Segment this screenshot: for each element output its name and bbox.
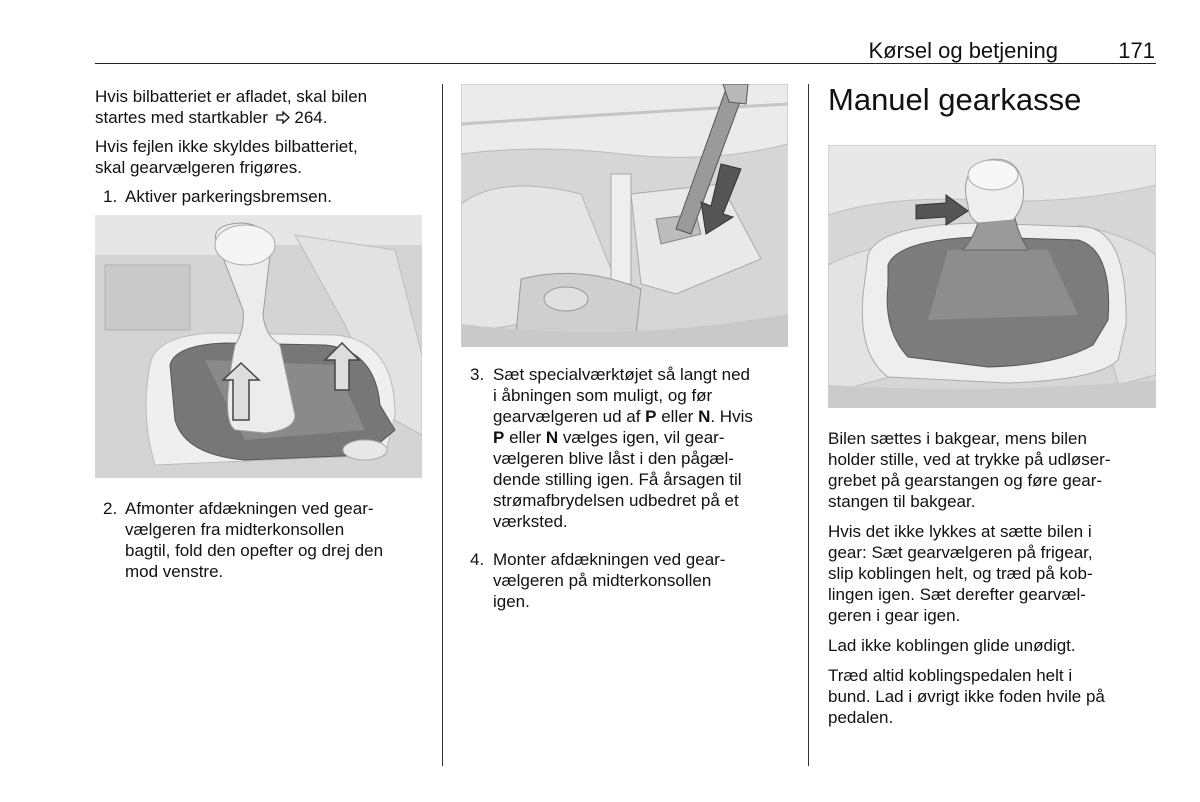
list-item-step-2: 2. Afmonter afdækningen ved gear- vælgeren fra midterkonsollen bagtil, fold den opefter og drej den mod venstre.	[103, 499, 384, 581]
page-number: 171	[1118, 38, 1155, 63]
paragraph-battery: Hvis bilbatteriet er afladet, skal bilen startes med startkabler 264.	[95, 87, 368, 127]
gear-position-p: P	[645, 407, 657, 426]
manual-gear-lever-illustration	[828, 145, 1156, 408]
paragraph-clutch-slip: Lad ikke koblingen glide unødigt.	[828, 636, 1076, 655]
gear-position-n: N	[698, 407, 711, 426]
column-3-text	[828, 428, 1158, 728]
section-heading: Manuel gearkasse	[828, 82, 1082, 117]
column-divider-1	[442, 84, 443, 766]
list-item-step-1: 1. Aktiver parkeringsbremsen.	[103, 187, 332, 206]
paragraph-gear-fails: Hvis det ikke lykkes at sætte bilen i gear: Sæt gearvælgeren på frigear, slip koblingen helt, og træd på kob- lingen igen. Sæt derefter gearvæl- geren i gear igen.	[828, 522, 1093, 625]
gear-position-n: N	[545, 428, 559, 447]
running-header-title: Kørsel og betjening	[868, 38, 1058, 63]
paragraph-release-selector: Hvis fejlen ikke skyldes bilbatteriet, skal gearvælgeren frigøres.	[95, 137, 358, 177]
special-tool-insertion-illustration	[461, 84, 788, 347]
gear-position-p: P	[493, 428, 505, 447]
list-item-step-4: 4. Monter afdækningen ved gear- vælgeren på midterkonsollen igen.	[470, 550, 726, 611]
list-item-step-3: 3. Sæt specialværktøjet så langt ned i åbningen som muligt, og før gearvælgeren ud af P eller N. Hvis P eller N vælges igen, vil gear- vælgeren blive låst i den pågæl- dende stilling igen. Få årsagen til strømafbrydelsen udbedret på et værksted.	[470, 365, 753, 531]
header-rule	[95, 63, 1156, 64]
paragraph-clutch-pedal: Træd altid koblingspedalen helt i bund. Lad i øvrigt ikke foden hvile på pedalen.	[828, 666, 1105, 727]
column-divider-2	[808, 84, 809, 766]
gear-selector-with-arrows-illustration	[95, 215, 422, 478]
column-1	[95, 86, 430, 206]
arrow-right-outline-icon	[276, 111, 290, 124]
paragraph-reverse-gear: Bilen sættes i bakgear, mens bilen holder stille, ved at trykke på udløser- grebet på gearstangen og føre gear- stangen til bakgear.	[828, 429, 1111, 511]
